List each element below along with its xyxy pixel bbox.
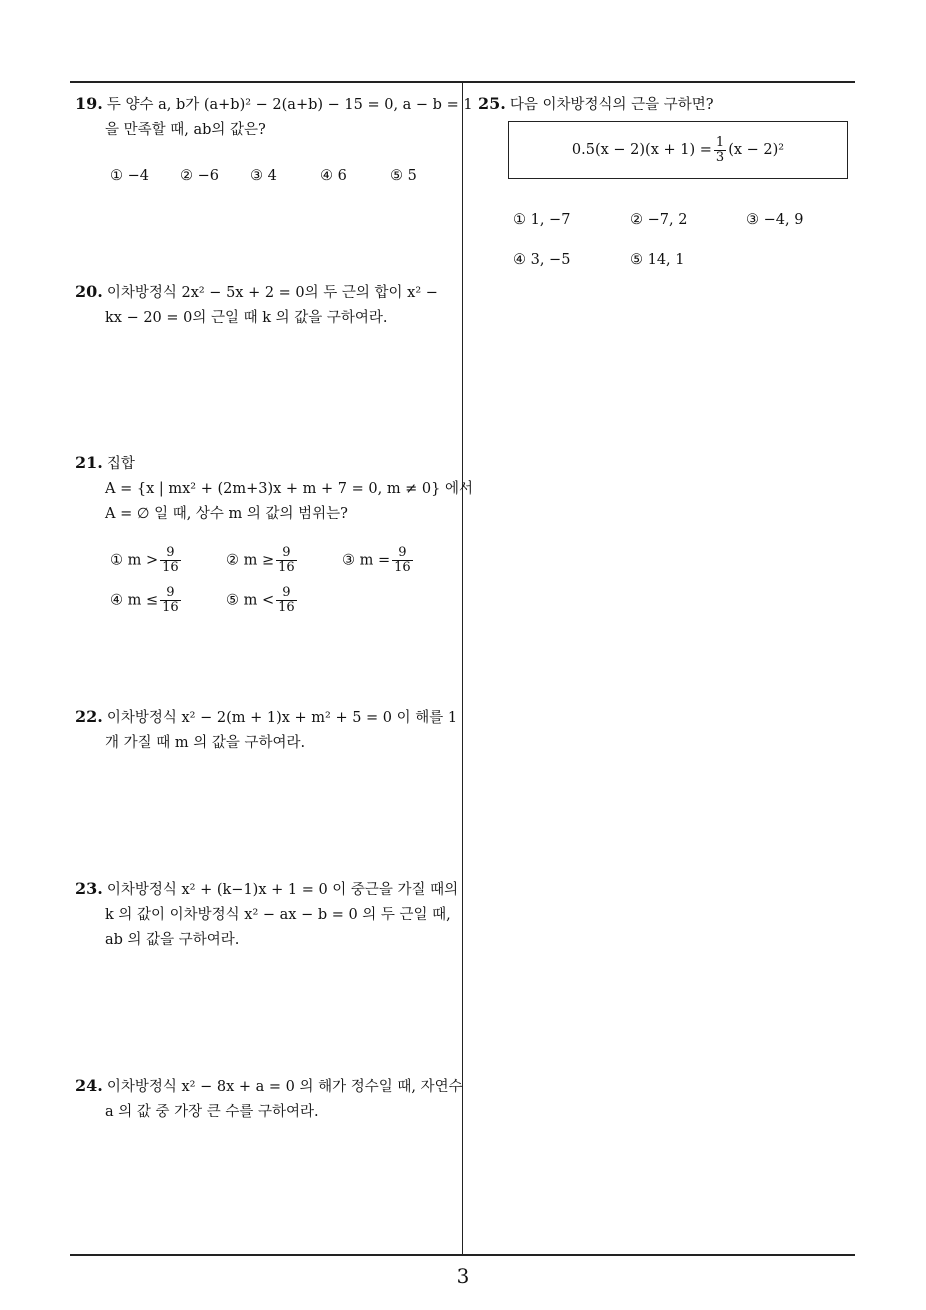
choice-label: ① m > xyxy=(110,552,159,569)
problem-text: 이차방정식 x² − 8x + a = 0 의 해가 정수일 때, 자연수 xyxy=(106,1079,463,1095)
choice-3[interactable] xyxy=(342,546,415,575)
problem-number: 19. xyxy=(75,94,103,113)
problem-number: 21. xyxy=(75,453,103,472)
problem-text: A = {x | mx² + (2m+3)x + m + 7 = 0, m ≠ 0} 에서 xyxy=(105,481,474,497)
choices-25 xyxy=(513,212,843,272)
problem-text: 두 양수 a, b가 (a+b)² − 2(a+b) − 15 = 0, a − b = 1 xyxy=(106,97,473,113)
choice-4[interactable]: ④ 3, −5 xyxy=(513,252,571,268)
bottom-rule xyxy=(70,1254,855,1256)
choice-3[interactable]: ③ −4, 9 xyxy=(746,212,804,228)
choice-1[interactable]: ① 1, −7 xyxy=(513,212,571,228)
equation-box xyxy=(508,121,848,179)
problem-22 xyxy=(75,704,457,756)
problem-text: 이차방정식 x² − 2(m + 1)x + m² + 5 = 0 이 해를 1 xyxy=(106,710,458,726)
fraction-denominator: 3 xyxy=(715,149,725,165)
problem-number: 20. xyxy=(75,282,103,301)
page-number: 3 xyxy=(456,1264,470,1288)
problem-19 xyxy=(75,91,473,143)
fraction-denominator: 16 xyxy=(162,600,179,615)
fraction-numerator: 1 xyxy=(715,134,725,150)
choice-5[interactable]: ⑤ 14, 1 xyxy=(630,252,685,268)
problem-text: 을 만족할 때, ab의 값은? xyxy=(105,122,266,138)
problem-text: 다음 이차방정식의 근을 구하면? xyxy=(509,97,714,113)
problem-25 xyxy=(478,91,714,118)
choice-4[interactable]: ④ 6 xyxy=(320,168,347,184)
fraction-numerator: 9 xyxy=(160,546,181,561)
fraction xyxy=(160,586,181,615)
choice-1[interactable] xyxy=(110,546,183,575)
choice-3[interactable]: ③ 4 xyxy=(250,168,277,184)
fraction-denominator: 16 xyxy=(162,560,179,575)
equation-left: 0.5(x − 2)(x + 1) = xyxy=(571,142,712,158)
problem-23 xyxy=(75,876,458,953)
problem-text: A = ∅ 일 때, 상수 m 의 값의 범위는? xyxy=(105,506,348,522)
choice-2[interactable] xyxy=(226,546,299,575)
problem-text: k 의 값이 이차방정식 x² − ax − b = 0 의 두 근일 때, xyxy=(105,907,451,923)
choice-5[interactable]: ⑤ 5 xyxy=(390,168,417,184)
choice-5[interactable] xyxy=(226,586,299,615)
choice-label: ④ m ≤ xyxy=(110,592,159,609)
problem-text: ab 의 값을 구하여라. xyxy=(105,932,240,948)
choice-1[interactable]: ① −4 xyxy=(110,168,149,184)
fraction xyxy=(392,546,413,575)
choice-label: ② m ≥ xyxy=(226,552,275,569)
problem-text: 집합 xyxy=(106,456,135,472)
problem-text: 개 가질 때 m 의 값을 구하여라. xyxy=(105,735,306,751)
fraction-numerator: 9 xyxy=(276,546,297,561)
problem-text: 이차방정식 x² + (k−1)x + 1 = 0 이 중근을 가질 때의 xyxy=(106,882,459,898)
equation-right: (x − 2)² xyxy=(728,142,785,158)
problem-number: 22. xyxy=(75,707,103,726)
fraction-denominator: 16 xyxy=(278,560,295,575)
problem-number: 24. xyxy=(75,1076,103,1095)
fraction xyxy=(276,546,297,575)
choice-label: ③ m = xyxy=(342,552,391,569)
problem-20 xyxy=(75,279,438,331)
fraction xyxy=(276,586,297,615)
fraction-numerator: 9 xyxy=(160,586,181,601)
fraction xyxy=(160,546,181,575)
problem-text: 이차방정식 2x² − 5x + 2 = 0의 두 근의 합이 x² − xyxy=(106,285,438,301)
problem-text: kx − 20 = 0의 근일 때 k 의 값을 구하여라. xyxy=(105,310,388,326)
problem-text: a 의 값 중 가장 큰 수를 구하여라. xyxy=(105,1104,319,1120)
problem-24 xyxy=(75,1073,463,1125)
problem-number: 25. xyxy=(478,94,506,113)
problem-number: 23. xyxy=(75,879,103,898)
fraction-denominator: 16 xyxy=(394,560,411,575)
fraction-denominator: 16 xyxy=(278,600,295,615)
choice-label: ⑤ m < xyxy=(226,592,275,609)
choice-2[interactable]: ② −7, 2 xyxy=(630,212,688,228)
fraction xyxy=(714,136,726,165)
problem-21 xyxy=(75,450,473,527)
choice-2[interactable]: ② −6 xyxy=(180,168,219,184)
choices-21 xyxy=(110,546,450,626)
fraction-numerator: 9 xyxy=(392,546,413,561)
fraction-numerator: 9 xyxy=(276,586,297,601)
choice-4[interactable] xyxy=(110,586,183,615)
